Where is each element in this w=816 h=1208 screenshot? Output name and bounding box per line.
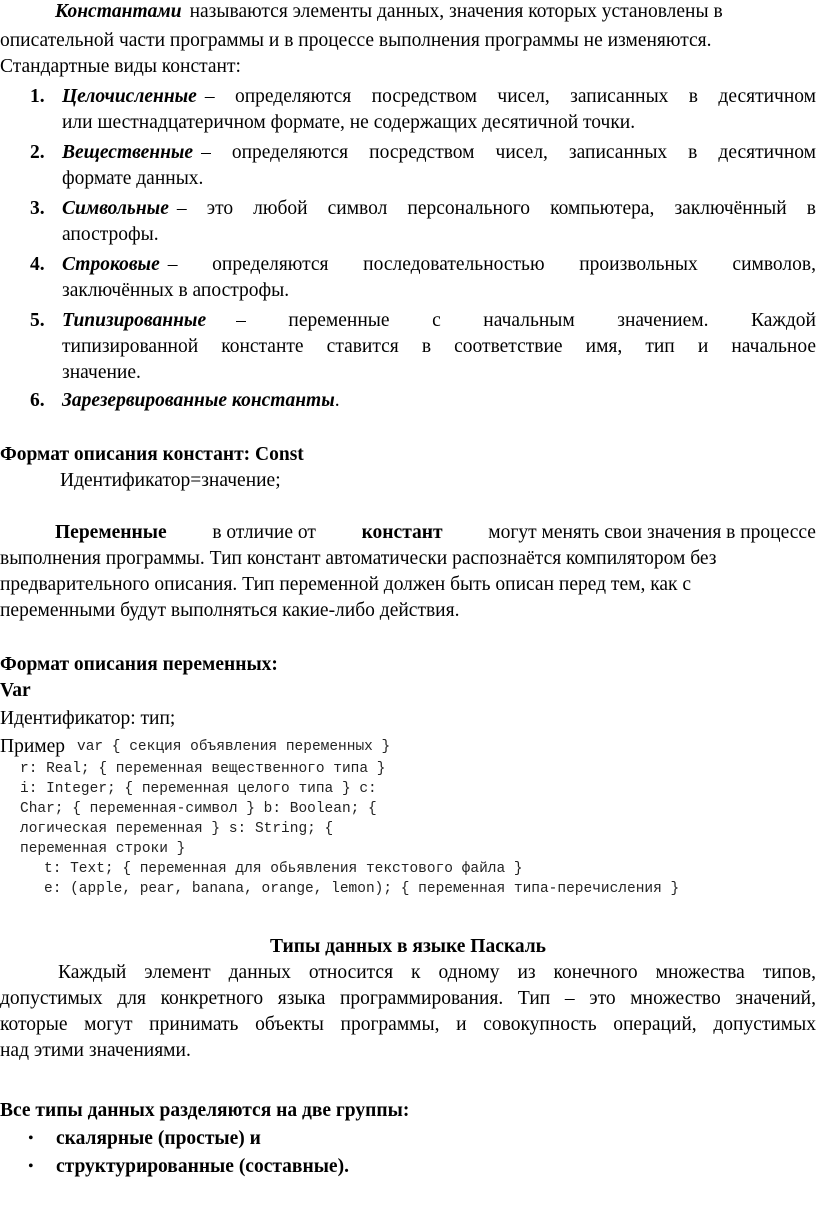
- list-item-integer: [62, 85, 816, 109]
- groups-heading: Все типы данных разделяются на две группы:: [0, 1100, 410, 1121]
- intro-line-3: Стандартные виды констант:: [0, 56, 241, 77]
- term-string: Строковые: [62, 254, 160, 275]
- list-item-text: формате данных.: [62, 168, 204, 189]
- list-number: 2.: [30, 142, 45, 163]
- intro-text: называются элементы данных, значения которых установлены в: [189, 1, 723, 22]
- code-line: логическая переменная } s: String; {: [20, 821, 334, 837]
- list-item-text: .: [334, 390, 340, 411]
- list-number: 1.: [30, 86, 45, 107]
- list-item-text: – определяются посредством чисел, записанных в десятичном: [201, 142, 816, 163]
- var-format-line: Идентификатор: тип;: [0, 708, 176, 729]
- term-constants-ref: констант: [361, 522, 443, 543]
- list-item-text: – определяются последовательностью произвольных символов,: [167, 254, 816, 275]
- group-item-structured: структурированные (составные).: [56, 1156, 349, 1177]
- const-format-heading: Формат описания констант: Const: [0, 444, 304, 465]
- term-char: Символьные: [62, 198, 169, 219]
- term-reserved: Зарезервированные константы: [62, 390, 335, 411]
- variables-line-4: переменными будут выполняться какие-либо действия.: [0, 600, 460, 621]
- data-types-heading: Типы данных в языке Паскаль: [269, 936, 546, 957]
- list-number: 3.: [30, 198, 45, 219]
- bullet-icon: •: [28, 1158, 34, 1175]
- list-item-reserved: [62, 389, 340, 413]
- term-integer: Целочисленные: [62, 86, 197, 107]
- term-typed: Типизированные: [62, 310, 207, 331]
- variables-text: могут менять свои значения в процессе: [488, 522, 816, 543]
- list-item-string: [62, 253, 816, 277]
- intro-line-2: описательной части программы и в процессе выполнения программы не изменяются.: [0, 30, 712, 51]
- group-item-scalar: скалярные (простые) и: [56, 1128, 261, 1149]
- variables-line-1: [55, 521, 816, 545]
- data-types-line-3: которые могут принимать объекты программы, и совокупность операций, допустимых: [0, 1014, 816, 1035]
- list-item-text: заключённых в апострофы.: [62, 280, 290, 301]
- code-line: Char; { переменная-символ } b: Boolean; {: [20, 801, 377, 817]
- list-item-text: значение.: [62, 362, 141, 383]
- const-format-line: Идентификатор=значение;: [60, 470, 281, 491]
- list-item-text: апострофы.: [62, 224, 159, 245]
- term-constants: Константами: [55, 1, 182, 22]
- code-line: e: (apple, pear, banana, orange, lemon); { переменная типа-перечисления }: [44, 881, 680, 897]
- term-real: Вещественные: [62, 142, 194, 163]
- list-item-text: – это любой символ персонального компьютера, заключённый в: [176, 198, 816, 219]
- list-item-real: [62, 141, 816, 165]
- code-line: i: Integer; { переменная целого типа } c:: [20, 781, 377, 797]
- example-label: Пример: [0, 736, 66, 757]
- data-types-line-2: допустимых для конкретного языка программирования. Тип – это множество значений,: [0, 988, 816, 1009]
- var-keyword: Var: [0, 680, 31, 701]
- code-line: var { секция объявления переменных }: [77, 739, 391, 755]
- variables-line-3: предварительного описания. Тип переменной должен быть описан перед тем, как с: [0, 574, 692, 595]
- list-number: 5.: [30, 310, 45, 331]
- list-item-text: – определяются посредством чисел, записанных в десятичном: [204, 86, 816, 107]
- list-number: 6.: [30, 390, 45, 411]
- list-item-char: [62, 197, 816, 221]
- bullet-icon: •: [28, 1130, 34, 1147]
- list-item-typed: [62, 309, 816, 333]
- variables-text: в отличие от: [212, 522, 316, 543]
- code-line: переменная строки }: [20, 841, 186, 857]
- variables-line-2: выполнения программы. Тип констант автоматически распознаётся компилятором без: [0, 548, 717, 569]
- intro-line-1: [55, 0, 816, 24]
- code-line: r: Real; { переменная вещественного типа }: [20, 761, 386, 777]
- term-variables: Переменные: [55, 522, 167, 543]
- list-item-text: типизированной константе ставится в соответствие имя, тип и начальное: [62, 336, 816, 357]
- list-number: 4.: [30, 254, 45, 275]
- list-item-text: – переменные с начальным значением. Каждой: [236, 310, 816, 331]
- list-item-text: или шестнадцатеричном формате, не содержащих десятичной точки.: [62, 112, 636, 133]
- data-types-line-4: над этими значениями.: [0, 1040, 191, 1061]
- var-format-heading: Формат описания переменных:: [0, 654, 278, 675]
- data-types-line-1: Каждый элемент данных относится к одному из конечного множества типов,: [58, 962, 816, 983]
- code-line: t: Text; { переменная для обьявления текстового файла }: [44, 861, 523, 877]
